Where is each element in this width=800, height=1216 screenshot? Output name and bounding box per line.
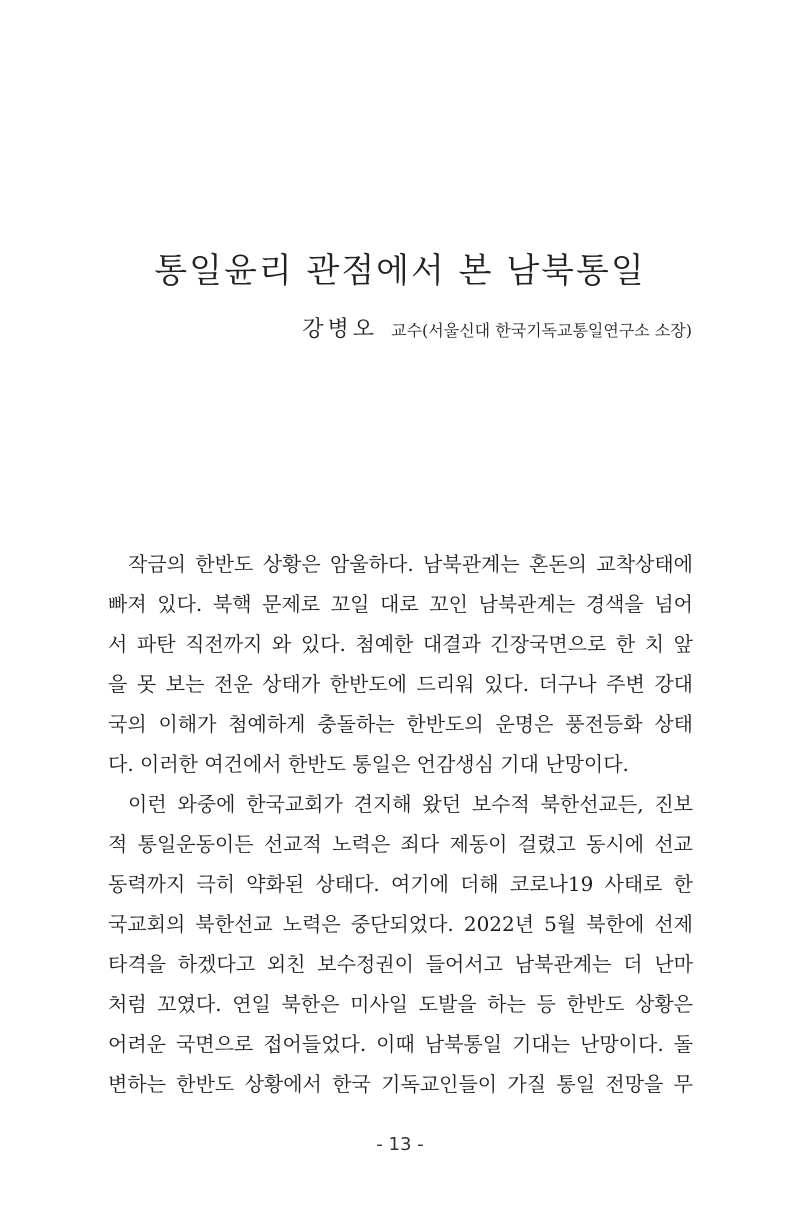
text-line: 서 파탄 직전까지 와 있다. 첨예한 대결과 긴장국면으로 한 치 앞 (108, 632, 693, 656)
text-line: 을 못 보는 전운 상태가 한반도에 드리워 있다. 더구나 주변 강대 (108, 672, 693, 696)
paragraph-1 (108, 544, 693, 784)
text-line: 작금의 한반도 상황은 암울하다. 남북관계는 혼돈의 교착상태에 (128, 552, 693, 576)
text-line: 다. 이러한 여건에서 한반도 통일은 언감생심 기대 난망이다. (108, 752, 629, 776)
text-line: 국교회의 북한선교 노력은 중단되었다. 2022년 5월 북한에 선제 (108, 912, 693, 936)
text-line: 타격을 하겠다고 외친 보수정권이 들어서고 남북관계는 더 난마 (108, 952, 693, 976)
byline (302, 312, 692, 343)
author-name: 강병오 (302, 317, 379, 342)
text-line: 빠져 있다. 북핵 문제로 꼬일 대로 꼬인 남북관계는 경색을 넘어 (108, 592, 693, 616)
text-line: 국의 이해가 첨예하게 충돌하는 한반도의 운명은 풍전등화 상태 (108, 712, 693, 736)
page-title: 통일윤리 관점에서 본 남북통일 (154, 250, 646, 291)
body-text (108, 544, 693, 1104)
text-line: 이런 와중에 한국교회가 견지해 왔던 보수적 북한선교든, 진보 (128, 792, 693, 816)
text-line: 적 통일운동이든 선교적 노력은 죄다 제동이 걸렸고 동시에 선교 (108, 832, 693, 856)
author-affiliation: 교수(서울신대 한국기독교통일연구소 소장) (391, 321, 692, 340)
page-number: - 13 - (376, 1134, 424, 1155)
text-line: 변하는 한반도 상황에서 한국 기독교인들이 가질 통일 전망을 무 (108, 1072, 693, 1096)
text-line: 동력까지 극히 약화된 상태다. 여기에 더해 코로나19 사태로 한 (108, 872, 693, 896)
text-line: 처럼 꼬였다. 연일 북한은 미사일 도발을 하는 등 한반도 상황은 (108, 992, 693, 1016)
text-line: 어려운 국면으로 접어들었다. 이때 남북통일 기대는 난망이다. 돌 (108, 1032, 693, 1056)
paragraph-2 (108, 784, 693, 1104)
